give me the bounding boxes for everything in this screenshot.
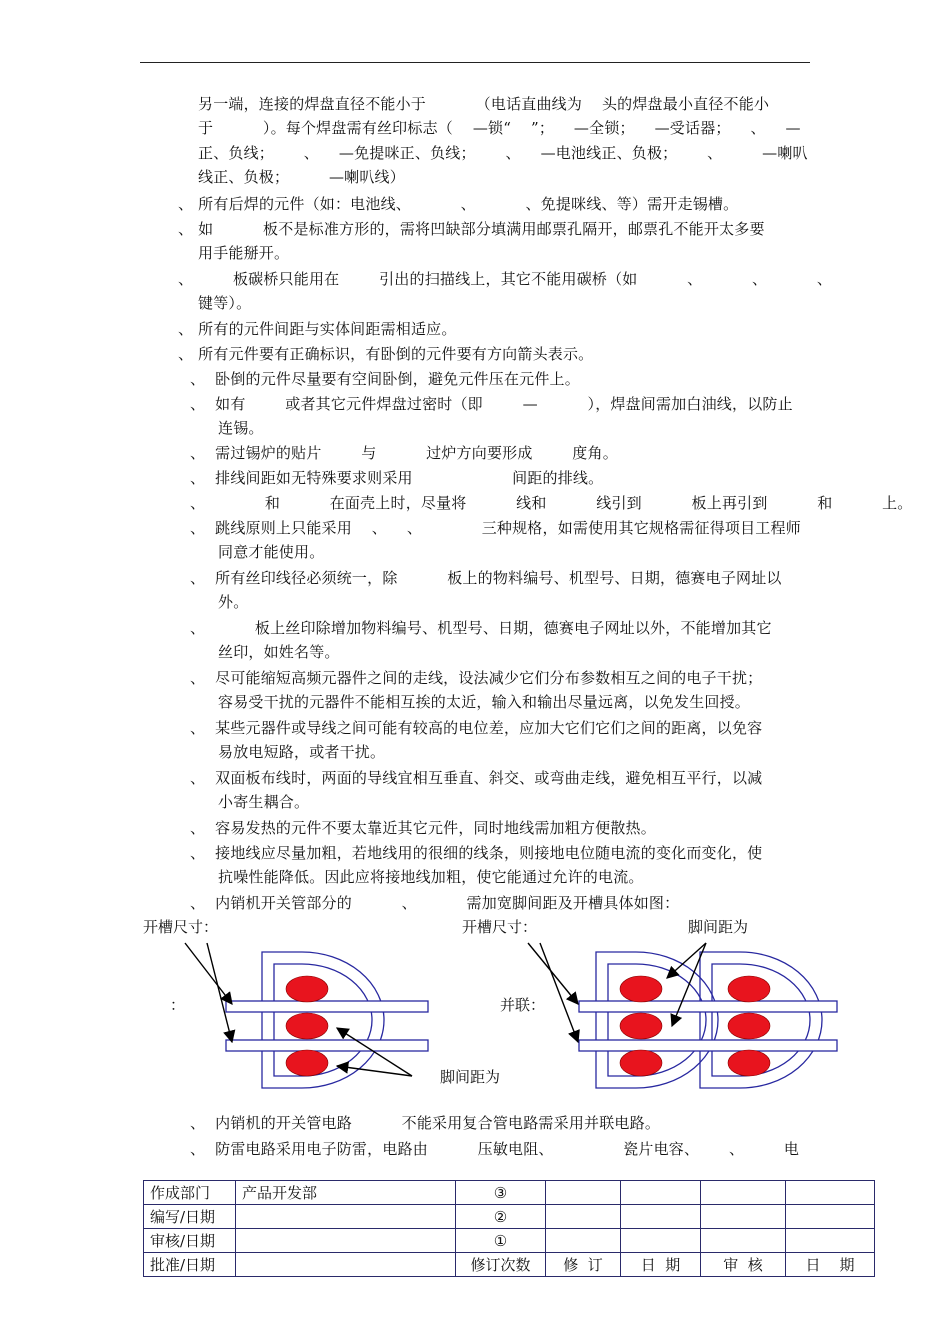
cell-empty (701, 1205, 786, 1229)
text-line: 、 板上丝印除增加物料编号、机型号、日期，德赛电子网址以外，不能增加其它 (190, 619, 772, 637)
text-line: 、 如 板不是标准方形的，需将凹缺部分填满用邮票孔隔开，邮票孔不能开太多要 (178, 220, 765, 238)
text-line: 正、负线； 、 —免提咪正、负线； 、 —电池线正、负极； 、 —喇叭 (198, 144, 808, 162)
dept-label: 作成部门 (144, 1181, 236, 1205)
text-line: 、 和 在面壳上时，尽量将 线和 线引到 板上再引到 和 上。 (190, 494, 913, 512)
right-pin-pitch-label: 脚间距为 (688, 918, 749, 936)
text-line: 、 排线间距如无特殊要求则采用 间距的排线。 (190, 469, 604, 487)
text-line: 、 板碳桥只能用在 引出的扫描线上，其它不能用碳桥（如 、 、 、 (178, 270, 833, 288)
text-line: 、 防雷电路采用电子防雷，电路由 压敏电阻、 瓷片电容、 、 电 (190, 1140, 800, 1158)
text-line: 、 双面板布线时，两面的导线宜相互垂直、斜交、或弯曲走线，避免相互平行，以减 (190, 769, 763, 787)
left-slot-size-label: 开槽尺寸： (143, 918, 219, 936)
table-row (144, 1229, 875, 1253)
left-slot-lower (226, 1040, 428, 1051)
cell-empty (701, 1181, 786, 1205)
table-row (144, 1181, 875, 1205)
cell-empty (546, 1229, 621, 1253)
rev-1: ① (456, 1229, 546, 1253)
text-line: 、 需过锡炉的贴片 与 过炉方向要形成 度角。 (190, 444, 618, 462)
cell-empty (621, 1229, 701, 1253)
revise-header: 修 订 (546, 1253, 621, 1277)
left-pad-mid (286, 1013, 328, 1039)
text-line: 容易受干扰的元器件不能相互挨的太近，输入和输出尽量远离，以免发生回授。 (218, 693, 751, 711)
right-pad-a-mid (620, 1013, 662, 1039)
text-line: 、 跳线原则上只能采用 、 、 三种规格，如需使用其它规格需征得项目工程师 (190, 519, 801, 537)
table-row (144, 1205, 875, 1229)
left-pin-pitch-label: 脚间距为 (440, 1068, 501, 1086)
right-pad-b-top (728, 976, 770, 1002)
right-pad-a-top (620, 976, 662, 1002)
parallel-label: 并联： (500, 996, 546, 1014)
text-line: 、 内销机的开关管电路 不能采用复合管电路需采用并联电路。 (190, 1114, 661, 1132)
text-line: 线正、负极； —喇叭线） (198, 168, 405, 186)
revision-table (143, 1180, 875, 1277)
left-pad-top (286, 976, 328, 1002)
text-line: 易放电短路，或者干扰。 (218, 743, 386, 761)
right-pad-a-bottom (620, 1050, 662, 1076)
text-line: 、 所有的元件间距与实体间距需相适应。 (178, 320, 457, 338)
text-line: 、 卧倒的元件尽量要有空间卧倒，避免元件压在元件上。 (190, 370, 580, 388)
text-line: 丝印，如姓名等。 (218, 643, 340, 661)
right-slot-size-label: 开槽尺寸： (462, 918, 538, 936)
rev-count-header: 修订次数 (456, 1253, 546, 1277)
text-line: 同意才能使用。 (218, 543, 325, 561)
author-label: 编写/日期 (144, 1205, 236, 1229)
right-slot-upper (579, 1001, 837, 1012)
review-header: 审 核 (701, 1253, 786, 1277)
left-pad-bottom (286, 1050, 328, 1076)
text-line: 、 尽可能缩短高频元器件之间的走线，设法减少它们分布参数相互之间的电子干扰； (190, 669, 763, 687)
right-pad-b-mid (728, 1013, 770, 1039)
text-line: 、 所有丝印线径必须统一，除 板上的物料编号、机型号、日期，德赛电子网址以 (190, 569, 782, 587)
review-label: 审核/日期 (144, 1229, 236, 1253)
text-line: 、 容易发热的元件不要太靠近其它元件，同时地线需加粗方便散热。 (190, 819, 656, 837)
date2-header: 日 期 (786, 1253, 875, 1277)
text-line: 另一端，连接的焊盘直径不能小于 （电话直曲线为 头的焊盘最小直径不能小 (198, 95, 770, 113)
text-line: 连锡。 (218, 419, 264, 437)
text-line: 键等）。 (198, 294, 252, 312)
text-line: 、 如有 或者其它元件焊盘过密时（即 — ），焊盘间需加白油线，以防止 (190, 395, 793, 413)
right-slot-lower (579, 1040, 837, 1051)
cell-empty (621, 1205, 701, 1229)
text-line: 、 所有后焊的元件（如：电池线、 、 、免提咪线、等）需开走锡槽。 (178, 195, 739, 213)
text-line: 、 内销机开关管部分的 、 需加宽脚间距及开槽具体如图： (190, 894, 680, 912)
right-arrows (528, 943, 706, 1042)
approve-value (236, 1253, 456, 1277)
text-line: 、 某些元器件或导线之间可能有较高的电位差，应加大它们它们之间的距离，以免容 (190, 719, 763, 737)
text-line: 小寄生耦合。 (218, 793, 310, 811)
text-line: 抗噪性能降低。因此应将接地线加粗，使它能通过允许的电流。 (218, 868, 644, 886)
date-header: 日 期 (621, 1253, 701, 1277)
cell-empty (621, 1181, 701, 1205)
cell-empty (786, 1229, 875, 1253)
text-line: 、 接地线应尽量加粗，若地线用的很细的线条，则接地电位随电流的变化而变化，使 (190, 844, 763, 862)
right-pad-b-bottom (728, 1050, 770, 1076)
cell-empty (546, 1181, 621, 1205)
rev-3: ③ (456, 1181, 546, 1205)
left-colon-label: ： (170, 996, 186, 1014)
cell-empty (786, 1205, 875, 1229)
cell-empty (786, 1181, 875, 1205)
cell-empty (701, 1229, 786, 1253)
author-value (236, 1205, 456, 1229)
dept-value: 产品开发部 (236, 1181, 456, 1205)
table-row (144, 1253, 875, 1277)
text-line: 外。 (218, 593, 249, 611)
approve-label: 批准/日期 (144, 1253, 236, 1277)
text-line: 、 所有元件要有正确标识，有卧倒的元件要有方向箭头表示。 (178, 345, 594, 363)
review-value (236, 1229, 456, 1253)
text-line: 用手能掰开。 (198, 244, 290, 262)
cell-empty (546, 1205, 621, 1229)
rev-2: ② (456, 1205, 546, 1229)
text-line: 于 ）。每个焊盘需有丝印标志（ —锁“ ”； —全锁； —受话器； 、 — (198, 119, 801, 137)
left-slot-upper (226, 1001, 428, 1012)
